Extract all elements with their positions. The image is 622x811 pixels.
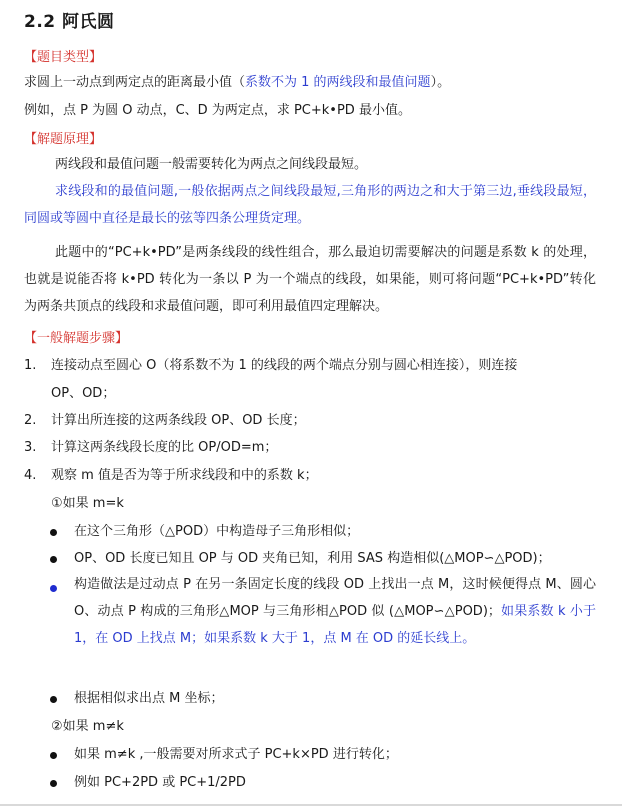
case-2-label: ②如果 m≠k bbox=[51, 719, 124, 734]
case-1-bullet-1: 在这个三角形（△POD）中构造母子三角形相似； bbox=[74, 524, 360, 539]
case-2-bullet-1: 如果 m≠k ,一般需要对所求式子 PC+k×PD 进行转化； bbox=[74, 747, 398, 762]
step-4-number: 4. bbox=[24, 468, 37, 483]
step-4-text: 观察 m 值是否为等于所求线段和中的系数 k； bbox=[51, 468, 318, 483]
step-1-number: 1. bbox=[24, 358, 37, 373]
principle-paragraph-2: 求线段和的最值问题,一般依据两点之间线段最短,三角形的两边之和大于第三边,垂线段最短，同圆或等圆中直径是最长的弦等四条公理货定理。 bbox=[24, 184, 596, 226]
page-title: 2.2 阿氏圆 bbox=[24, 12, 115, 32]
principle-heading: 【解题原理】 bbox=[24, 132, 103, 147]
case-2-bullet-2: 例如 PC+2PD 或 PC+1/2PD bbox=[74, 775, 246, 790]
steps-heading: 【一般解题步骤】 bbox=[24, 331, 129, 346]
step-3-number: 3. bbox=[24, 440, 37, 455]
case-1-bullet-3-text: 构造做法是过动点 P 在另一条固定长度的线段 OD 上找出一点 M，这时候便得点 M、圆心 O、动点 P 构成的三角形△MOP 与三角形相△POD 似 (△MOP∽△POD)； bbox=[74, 577, 596, 619]
type-line-1-end: ）。 bbox=[430, 75, 451, 90]
case-1-label: ①如果 m=k bbox=[51, 496, 124, 511]
bullet-dot bbox=[50, 752, 57, 759]
step-1-text: 连接动点至圆心 O（将系数不为 1 的线段的两个端点分别与圆心相连接），则连接 bbox=[51, 358, 518, 373]
case-1-bullet-3 bbox=[74, 571, 596, 652]
type-line-1-highlight: 系数不为 1 的两线段和最值问题 bbox=[245, 75, 431, 90]
bullet-dot-blue bbox=[50, 585, 57, 592]
case-1-bullet-2: OP、OD 长度已知且 OP 与 OD 夹角已知，利用 SAS 构造相似(△MOP∽△POD)； bbox=[74, 551, 551, 566]
type-heading: 【题目类型】 bbox=[24, 50, 103, 65]
step-2-number: 2. bbox=[24, 413, 37, 428]
principle-paragraph-1: 两线段和最值问题一般需要转化为两点之间线段最短。 bbox=[55, 157, 368, 172]
bullet-dot bbox=[50, 556, 57, 563]
step-2-text: 计算出所连接的这两条线段 OP、OD 长度； bbox=[51, 413, 306, 428]
step-1-continuation: OP、OD； bbox=[51, 386, 116, 401]
page-bottom-rule bbox=[0, 804, 622, 806]
bullet-dot bbox=[50, 696, 57, 703]
principle-paragraph-3: 此题中的“PC+k•PD”是两条线段的线性组合，那么最迫切需要解决的问题是系数 k 的处理，也就是说能否将 k•PD 转化为一条以 P 为一个端点的线段，如果能，则可将问题“PC+k•PD”转化为两条共顶点的线段和求最值问题，即可利用最值四定理解决。 bbox=[24, 245, 596, 314]
type-line-1 bbox=[24, 73, 450, 93]
case-1-bullet-4: 根据相似求出点 M 坐标； bbox=[74, 691, 224, 706]
bullet-dot bbox=[50, 780, 57, 787]
type-line-1-start: 求圆上一动点到两定点的距离最小值（ bbox=[24, 75, 246, 90]
type-line-2: 例如，点 P 为圆 O 动点，C、D 为两定点，求 PC+k•PD 最小值。 bbox=[24, 103, 411, 118]
step-3-text: 计算这两条线段长度的比 OP/OD=m； bbox=[51, 440, 278, 455]
case-1-bullet-3-highlight: 如果系数 k 小于 1，在 OD 上找点 M；如果系数 k 大于 1，点 M 在 OD 的延长线上。 bbox=[74, 604, 596, 646]
bullet-dot bbox=[50, 529, 57, 536]
